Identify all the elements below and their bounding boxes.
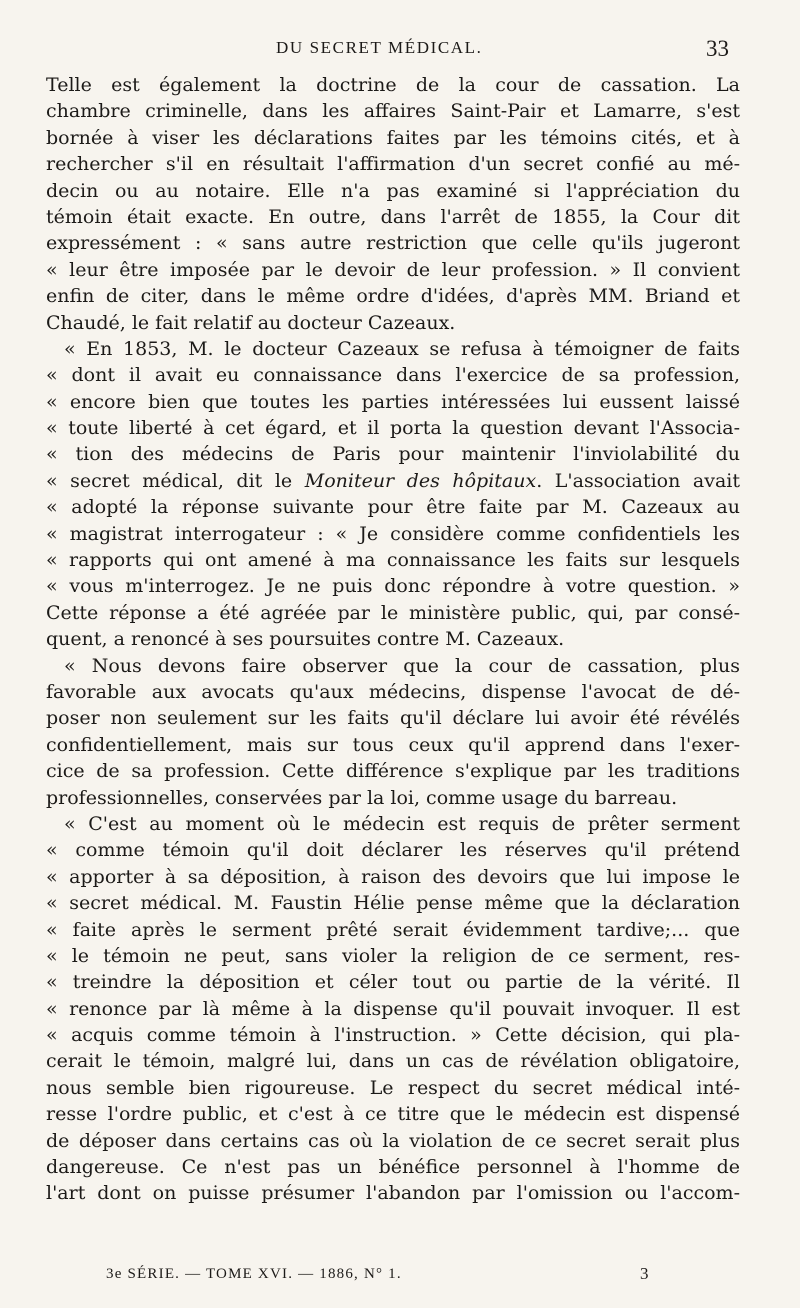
text-line: « encore bien que toutes les parties intéressées lui eussent laissé — [46, 390, 740, 413]
text-line: « leur être imposée par le devoir de leur profession. » Il convient — [46, 258, 740, 281]
text-line: Chaudé, le fait relatif au docteur Cazeaux. — [46, 311, 456, 334]
text-line: « magistrat interrogateur : « Je considère comme confidentiels les — [46, 522, 740, 545]
text-line-with-title — [46, 468, 740, 494]
page-number: 33 — [706, 36, 729, 61]
text-line: de déposer dans certains cas où la violation de ce secret serait plus — [46, 1129, 740, 1152]
text-line: favorable aux avocats qu'aux médecins, dispense l'avocat de dé- — [46, 680, 740, 703]
text-line: dangereuse. Ce n'est pas un bénéfice personnel à l'homme de — [46, 1156, 740, 1179]
text-line: « C'est au moment où le médecin est requis de prêter serment — [64, 812, 740, 835]
text-line: « secret médical. M. Faustin Hélie pense même que la déclaration — [46, 892, 740, 915]
text-line: témoin était exacte. En outre, dans l'arrêt de 1855, la Cour dit — [46, 205, 740, 228]
text-line: cice de sa profession. Cette différence s'explique par les traditions — [46, 760, 740, 783]
text-line: « le témoin ne peut, sans violer la religion de ce serment, res- — [46, 944, 740, 967]
running-title: DU SECRET MÉDICAL. — [276, 38, 483, 57]
text-line: l'art dont on puisse présumer l'abandon par l'omission ou l'accom- — [46, 1182, 740, 1205]
page-footer — [0, 1262, 800, 1290]
text-line: « Nous devons faire observer que la cour de cassation, plus — [64, 654, 740, 677]
text-line: professionnelles, conservées par la loi, comme usage du barreau. — [46, 786, 678, 809]
body-text — [46, 72, 740, 1207]
text-line: « apporter à sa déposition, à raison des devoirs que lui impose le — [46, 865, 740, 888]
text-line-part: . L'association avait — [536, 469, 740, 492]
text-line: « tion des médecins de Paris pour maintenir l'inviolabilité du — [46, 443, 740, 466]
running-head — [0, 36, 800, 66]
text-line: cerait le témoin, malgré lui, dans un cas de révélation obligatoire, — [46, 1050, 740, 1073]
printer-signature: 3e SÉRIE. — TOME XVI. — 1886, N° 1. — [106, 1266, 402, 1282]
text-line: rechercher s'il en résultait l'affirmation d'un secret confié au mé- — [46, 153, 740, 176]
text-line: chambre criminelle, dans les affaires Saint-Pair et Lamarre, s'est — [46, 100, 740, 123]
text-line: « comme témoin qu'il doit déclarer les réserves qu'il prétend — [46, 839, 740, 862]
text-line: confidentiellement, mais sur tous ceux qu'il apprend dans l'exer- — [46, 733, 740, 756]
sheet-number: 3 — [640, 1264, 649, 1283]
text-line: « vous m'interrogez. Je ne puis donc répondre à votre question. » — [46, 575, 740, 598]
text-line: poser non seulement sur les faits qu'il déclare lui avoir été révélés — [46, 707, 740, 730]
text-line: « dont il avait eu connaissance dans l'exercice de sa profession, — [46, 364, 740, 387]
text-line: expressément : « sans autre restriction que celle qu'ils jugeront — [46, 232, 740, 255]
text-line-part: « secret médical, dit le — [46, 469, 293, 492]
journal-title: Moniteur des hôpitaux — [304, 469, 537, 492]
text-line: « treindre la déposition et céler tout ou partie de la vérité. Il — [46, 971, 740, 994]
text-line: enfin de citer, dans le même ordre d'idées, d'après MM. Briand et — [46, 285, 740, 308]
text-line: decin ou au notaire. Elle n'a pas examiné si l'appréciation du — [46, 179, 740, 202]
text-line: « faite après le serment prêté serait évidemment tardive;... que — [46, 918, 740, 941]
text-line: « En 1853, M. le docteur Cazeaux se refusa à témoigner de faits — [64, 337, 740, 360]
text-line: bornée à viser les déclarations faites par les témoins cités, et à — [46, 126, 740, 149]
text-line: Cette réponse a été agréée par le ministère public, qui, par consé- — [46, 601, 740, 624]
text-line: « acquis comme témoin à l'instruction. » Cette décision, qui pla- — [46, 1024, 740, 1047]
text-line: « rapports qui ont amené à ma connaissance les faits sur lesquels — [46, 549, 740, 572]
text-line: resse l'ordre public, et c'est à ce titre que le médecin est dispensé — [46, 1103, 740, 1126]
text-line: quent, a renoncé à ses poursuites contre M. Cazeaux. — [46, 628, 565, 651]
text-line: Telle est également la doctrine de la cour de cassation. La — [46, 74, 740, 96]
text-line: nous semble bien rigoureuse. Le respect du secret médical inté- — [46, 1076, 740, 1099]
text-line: « adopté la réponse suivante pour être faite par M. Cazeaux au — [46, 496, 740, 519]
text-line: « renonce par là même à la dispense qu'il pouvait invoquer. Il est — [46, 997, 740, 1020]
text-line: « toute liberté à cet égard, et il porta la question devant l'Associa- — [46, 417, 740, 440]
